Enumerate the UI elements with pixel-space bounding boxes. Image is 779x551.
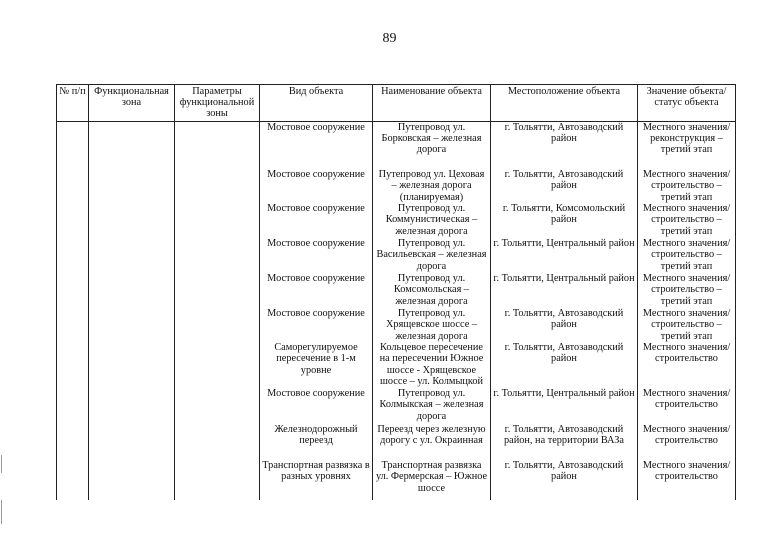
cell-object-name: Путепровод ул. Цеховая – железная дорога (планируемая) [373,169,491,203]
cell-zone [89,388,175,424]
cell-params [175,342,260,388]
cell-location: г. Тольятти, Автозаводский район, на территории ВАЗа [491,424,638,460]
cell-status: Местного значения/ строительство [638,342,736,388]
cell-params [175,273,260,308]
cell-object-type: Железнодорожный переезд [260,424,373,460]
page-number: 89 [382,31,397,46]
cell-object-type: Транспортная развязка в разных уровнях [260,460,373,500]
cell-location: г. Тольятти, Комсомольский район [491,203,638,238]
cell-params [175,203,260,238]
header-object-status: Значение объекта/статус объекта [638,85,736,122]
cell-params [175,460,260,500]
cell-zone [89,169,175,203]
objects-table [56,84,736,500]
cell-status: Местного значения/ реконструкция – третий этап [638,121,736,169]
cell-object-type: Мостовое сооружение [260,273,373,308]
cell-location: г. Тольятти, Центральный район [491,238,638,273]
cell-zone [89,238,175,273]
cell-object-name: Путепровод ул. Комсомольская – железная дорога [373,273,491,308]
table-row [57,424,736,460]
cell-number [57,424,89,460]
cell-zone [89,308,175,342]
cell-object-type: Мостовое сооружение [260,388,373,424]
table-row [57,238,736,273]
header-object-location: Местоположение объекта [491,85,638,122]
cell-params [175,169,260,203]
cell-location: г. Тольятти, Автозаводский район [491,308,638,342]
cell-zone [89,203,175,238]
cell-object-name: Путепровод ул. Хрящевское шоссе – железная дорога [373,308,491,342]
cell-object-type: Мостовое сооружение [260,238,373,273]
cell-number [57,238,89,273]
table-row [57,460,736,500]
cell-number [57,273,89,308]
cell-params [175,238,260,273]
cell-location: г. Тольятти, Центральный район [491,388,638,424]
cell-params [175,308,260,342]
cell-zone [89,424,175,460]
cell-object-type: Мостовое сооружение [260,308,373,342]
scan-margin-mark [1,500,2,524]
table-row [57,388,736,424]
header-functional-zone: Функциональная зона [89,85,175,122]
cell-object-type: Мостовое сооружение [260,203,373,238]
cell-location: г. Тольятти, Автозаводский район [491,169,638,203]
cell-status: Местного значения/ строительство – третий этап [638,273,736,308]
cell-number [57,308,89,342]
table-row [57,203,736,238]
cell-number [57,342,89,388]
header-object-type: Вид объекта [260,85,373,122]
cell-object-name: Кольцевое пересечение на пересечении Южное шоссе - Хрящевское шоссе – ул. Колмыцкой [373,342,491,388]
cell-number [57,169,89,203]
cell-zone [89,342,175,388]
cell-number [57,388,89,424]
cell-status: Местного значения/ строительство [638,460,736,500]
table-row [57,342,736,388]
cell-status: Местного значения/ строительство – третий этап [638,169,736,203]
cell-object-type: Саморегулируемое пересечение в 1-м уровне [260,342,373,388]
table-row [57,169,736,203]
cell-zone [89,273,175,308]
cell-object-type: Мостовое сооружение [260,121,373,169]
cell-params [175,424,260,460]
header-zone-parameters: Параметры функциональной зоны [175,85,260,122]
cell-zone [89,460,175,500]
scan-margin-mark [1,455,2,473]
cell-object-name: Путепровод ул. Васильевская – железная дорога [373,238,491,273]
cell-params [175,388,260,424]
cell-location: г. Тольятти, Автозаводский район [491,121,638,169]
cell-zone [89,121,175,169]
cell-status: Местного значения/ строительство – третий этап [638,308,736,342]
cell-location: г. Тольятти, Центральный район [491,273,638,308]
table-row [57,121,736,169]
cell-status: Местного значения/ строительство [638,424,736,460]
cell-location: г. Тольятти, Автозаводский район [491,460,638,500]
cell-number [57,121,89,169]
cell-status: Местного значения/ строительство – третий этап [638,203,736,238]
cell-object-name: Транспортная развязка ул. Фермерская – Южное шоссе [373,460,491,500]
table-row [57,308,736,342]
cell-status: Местного значения/ строительство [638,388,736,424]
table-header-row [57,85,736,122]
cell-status: Местного значения/ строительство – третий этап [638,238,736,273]
cell-object-name: Путепровод ул. Коммунистическая – железная дорога [373,203,491,238]
cell-object-type: Мостовое сооружение [260,169,373,203]
cell-object-name: Путепровод ул. Борковская – железная дорога [373,121,491,169]
table-row [57,273,736,308]
cell-number [57,203,89,238]
header-number: № п/п [57,85,89,122]
cell-number [57,460,89,500]
cell-object-name: Переезд через железную дорогу с ул. Окраинная [373,424,491,460]
cell-params [175,121,260,169]
cell-object-name: Путепровод ул. Колмыкская – железная дорога [373,388,491,424]
cell-location: г. Тольятти, Автозаводский район [491,342,638,388]
header-object-name: Наименование объекта [373,85,491,122]
